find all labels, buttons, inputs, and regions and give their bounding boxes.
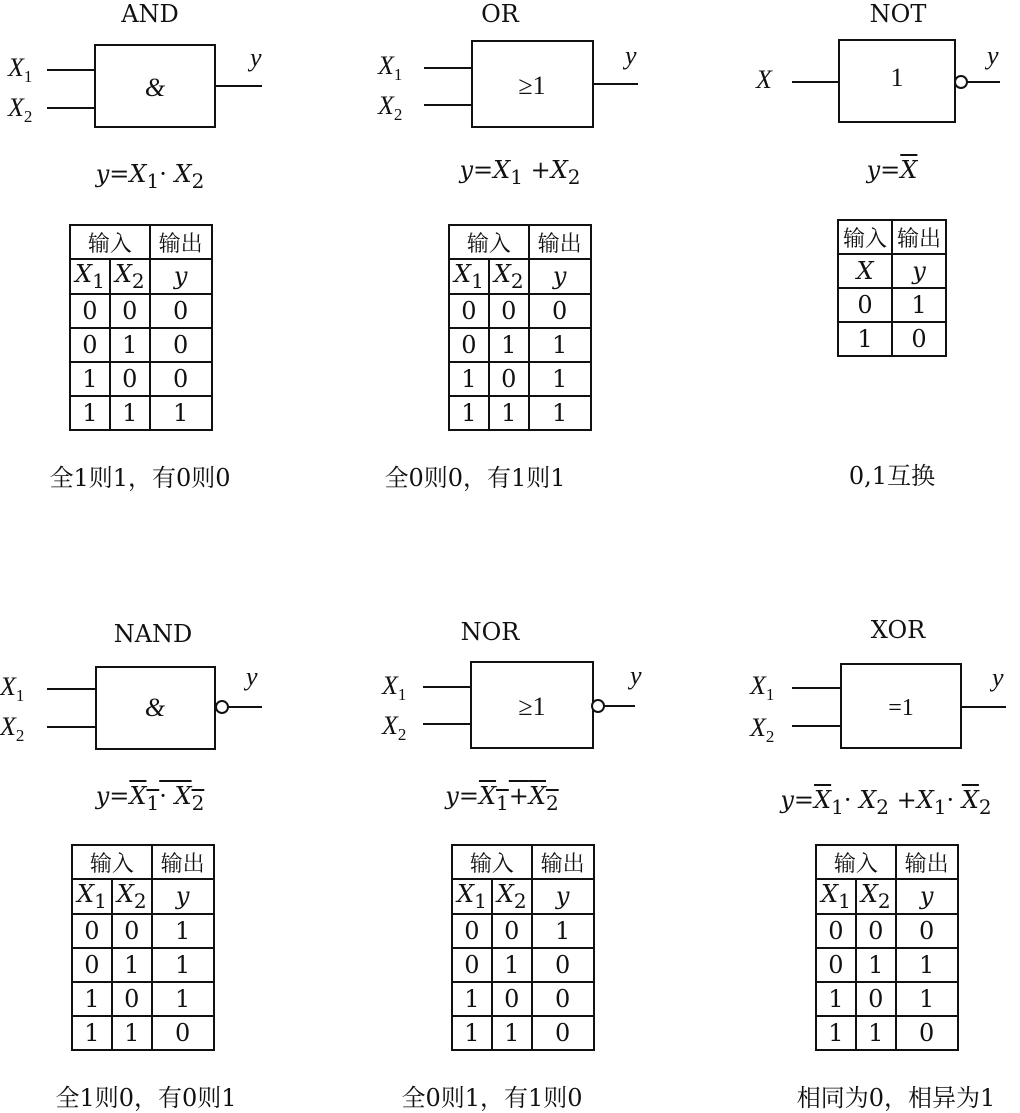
- gate-symbol-text: ≥1: [518, 692, 546, 721]
- input-header: 输入: [70, 225, 150, 259]
- and-gate-symbol: [0, 30, 340, 150]
- not-rule: 0,1互换: [848, 462, 936, 490]
- table-row: 0 1 1: [816, 948, 958, 982]
- gate-title: OR: [481, 0, 519, 28]
- output-header: 输出: [150, 225, 212, 259]
- x1-label: $X_1$: [8, 53, 33, 86]
- table-row: 0 1 0: [452, 948, 594, 982]
- nor-truth-table: 输入 输出 $X_1$ $X_2$ y 0 0 1 0 1 0 1 0 0 1 1 0: [451, 844, 595, 1051]
- xor-gate-panel: [680, 556, 1020, 1112]
- or-gate-panel: [340, 0, 680, 556]
- gate-symbol-text: ≥1: [518, 71, 546, 100]
- x2-label: $X_2$: [382, 711, 407, 744]
- not-formula: $y=\overline{X}$: [866, 156, 918, 184]
- table-row: 1 0 1: [449, 362, 591, 396]
- or-rule: 全0则0，有1则1: [384, 464, 566, 492]
- table-row: 0 0 0: [70, 294, 212, 328]
- output-header: 输出: [152, 845, 214, 879]
- gate-title: XOR: [870, 616, 926, 644]
- input-header: 输入: [838, 220, 892, 254]
- table-row: 0 1 1: [72, 948, 214, 982]
- x2-label: $X_2$: [8, 93, 33, 126]
- y-label: y: [630, 661, 642, 690]
- input-header: 输入: [816, 845, 896, 879]
- table-row: 0 0 0: [449, 294, 591, 328]
- nand-gate-panel: [0, 556, 340, 1112]
- gate-symbol-text: &: [144, 73, 166, 102]
- table-row: 1 0 1: [816, 982, 958, 1016]
- not-gate-panel: [680, 0, 1020, 556]
- and-formula: $y=X_1\cdot X_2$: [95, 160, 205, 193]
- y-label: y: [250, 43, 262, 72]
- nor-rule: 全0则1，有1则0: [401, 1084, 583, 1112]
- x2-label: $X_2$: [378, 91, 403, 124]
- output-header: 输出: [896, 845, 958, 879]
- x-label: X: [756, 65, 772, 94]
- table-row: 1 1 1: [449, 396, 591, 430]
- gate-title: NOT: [869, 0, 927, 28]
- table-row: 1 0 0: [452, 982, 594, 1016]
- nand-gate-symbol: [0, 652, 340, 772]
- y-label: y: [987, 41, 999, 70]
- table-row: 1 1 0: [72, 1016, 214, 1050]
- table-row: 1 0 1: [72, 982, 214, 1016]
- table-row: 1 1 1: [70, 396, 212, 430]
- input-header: 输入: [449, 225, 529, 259]
- x1-label: $X_1$: [378, 51, 403, 84]
- xor-truth-table: 输入 输出 $X_1$ $X_2$ y 0 0 0 0 1 1 1 0 1 1 1 0: [815, 844, 959, 1051]
- input-header: 输入: [452, 845, 532, 879]
- table-row: 0 0 1: [72, 914, 214, 948]
- table-row: 0 0 1: [452, 914, 594, 948]
- x1-label: $X_1$: [750, 671, 775, 704]
- x2-label: $X_2$: [0, 712, 25, 745]
- gate-symbol-text: &: [144, 693, 166, 722]
- nand-truth-table: 输入 输出 $X_1$ $X_2$ y 0 0 1 0 1 1 1 0 1 1 1 0: [71, 844, 215, 1051]
- output-header: 输出: [532, 845, 594, 879]
- gate-symbol-text: =1: [888, 695, 914, 721]
- table-row: 1 0: [838, 322, 946, 356]
- gate-symbol-text: 1: [890, 63, 904, 92]
- nor-formula: $y=X_1+X_2$: [445, 782, 559, 815]
- table-row: 0 1 0: [70, 328, 212, 362]
- y-label: y: [992, 663, 1004, 692]
- and-gate-panel: [0, 0, 340, 556]
- table-row: 1 1 0: [816, 1016, 958, 1050]
- nor-gate-symbol: [340, 652, 680, 772]
- gate-title: AND: [121, 0, 179, 28]
- table-row: 0 0 0: [816, 914, 958, 948]
- and-rule: 全1则1，有0则0: [49, 464, 231, 492]
- output-header: 输出: [892, 220, 946, 254]
- nand-formula: $y=X_1\cdot X_2$: [95, 782, 205, 815]
- x2-label: $X_2$: [750, 713, 775, 746]
- or-formula: $y=X_1 +X_2$: [459, 156, 581, 189]
- x1-label: $X_1$: [0, 672, 25, 705]
- xor-gate-symbol: [680, 652, 1020, 772]
- or-truth-table: 输入 输出 $X_1$ $X_2$ y 0 0 0 0 1 1 1 0 1 1 1 1: [448, 224, 592, 431]
- table-row: 0 1: [838, 288, 946, 322]
- or-gate-symbol: [340, 30, 680, 150]
- gate-title: NAND: [113, 620, 193, 648]
- y-label: y: [625, 41, 637, 70]
- x1-label: $X_1$: [382, 671, 407, 704]
- table-row: 0 1 1: [449, 328, 591, 362]
- table-row: 1 0 0: [70, 362, 212, 396]
- not-truth-table: 输入 输出 X y 0 1 1 0: [837, 219, 947, 357]
- and-truth-table: 输入 输出 $X_1$ $X_2$ y 0 0 0 0 1 0 1 0 0 1 1 1: [69, 224, 213, 431]
- nand-rule: 全1则0，有0则1: [55, 1084, 237, 1112]
- nor-gate-panel: [340, 556, 680, 1112]
- xor-formula: $y=\overline{X}_1\cdot X_2 +X_1\cdot \overline{X}_2$: [780, 786, 992, 819]
- table-row: 1 1 0: [452, 1016, 594, 1050]
- xor-rule: 相同为0，相异为1: [796, 1084, 996, 1112]
- input-header: 输入: [72, 845, 152, 879]
- gate-title: NOR: [460, 618, 520, 646]
- output-header: 输出: [529, 225, 591, 259]
- y-label: y: [246, 662, 258, 691]
- not-gate-symbol: [680, 30, 1020, 150]
